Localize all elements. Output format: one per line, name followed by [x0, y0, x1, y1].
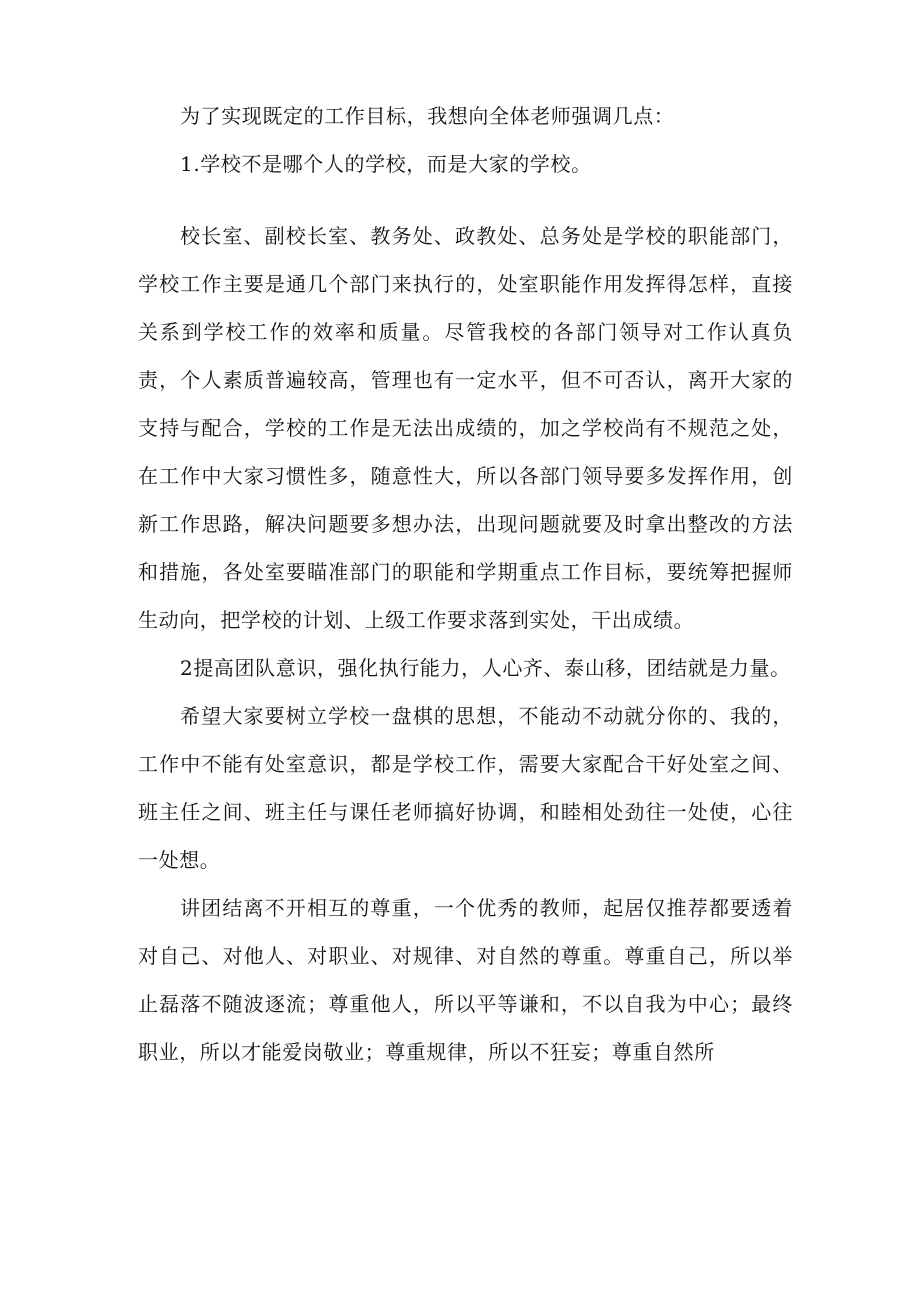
paragraph-point-1-heading: 1.学校不是哪个人的学校，而是大家的学校。 [180, 152, 592, 176]
paragraph-point-2-body: 希望大家要树立学校一盘棋的思想，不能动不动就分你的、我的，工作中不能有处室意识，都是学校工作，需要大家配合干好处室之间、班主任之间、班主任与课任老师搞好协调，和睦相处劲往一处使，心往一处想。 [138, 704, 793, 872]
paragraph-intro: 为了实现既定的工作目标，我想向全体老师强调几点： [180, 104, 675, 128]
paragraph-point-1-body: 校长室、副校长室、教务处、政教处、总务处是学校的职能部门，学校工作主要是通几个部门来执行的，处室职能作用发挥得怎样，直接关系到学校工作的效率和质量。尽管我校的各部门领导对工作认真负责，个人素质普遍较高，管理也有一定水平，但不可否认，离开大家的支持与配合，学校的工作是无法出成绩的，加之学校尚有不规范之处，在工作中大家习惯性多，随意性大，所以各部门领导要多发挥作用，创新工作思路，解决问题要多想办法，出现问题就要及时拿出整改的方法和措施，各处室要瞄准部门的职能和学期重点工作目标，要统筹把握师生动向，把学校的计划、上级工作要求落到实处，干出成绩。 [138, 224, 793, 632]
paragraph-point-2-heading: 2提高团队意识，强化执行能力，人心齐、泰山移，团结就是力量。 [180, 656, 791, 680]
body-text [138, 92, 793, 1076]
paragraph-respect: 讲团结离不开相互的尊重，一个优秀的教师，起居仅推荐都要透着对自己、对他人、对职业、对规律、对自然的尊重。尊重自己，所以举止磊落不随波逐流；尊重他人，所以平等谦和，不以自我为中心；最终职业，所以才能爱岗敬业；尊重规律，所以不狂妄；尊重自然所 [138, 896, 793, 1064]
